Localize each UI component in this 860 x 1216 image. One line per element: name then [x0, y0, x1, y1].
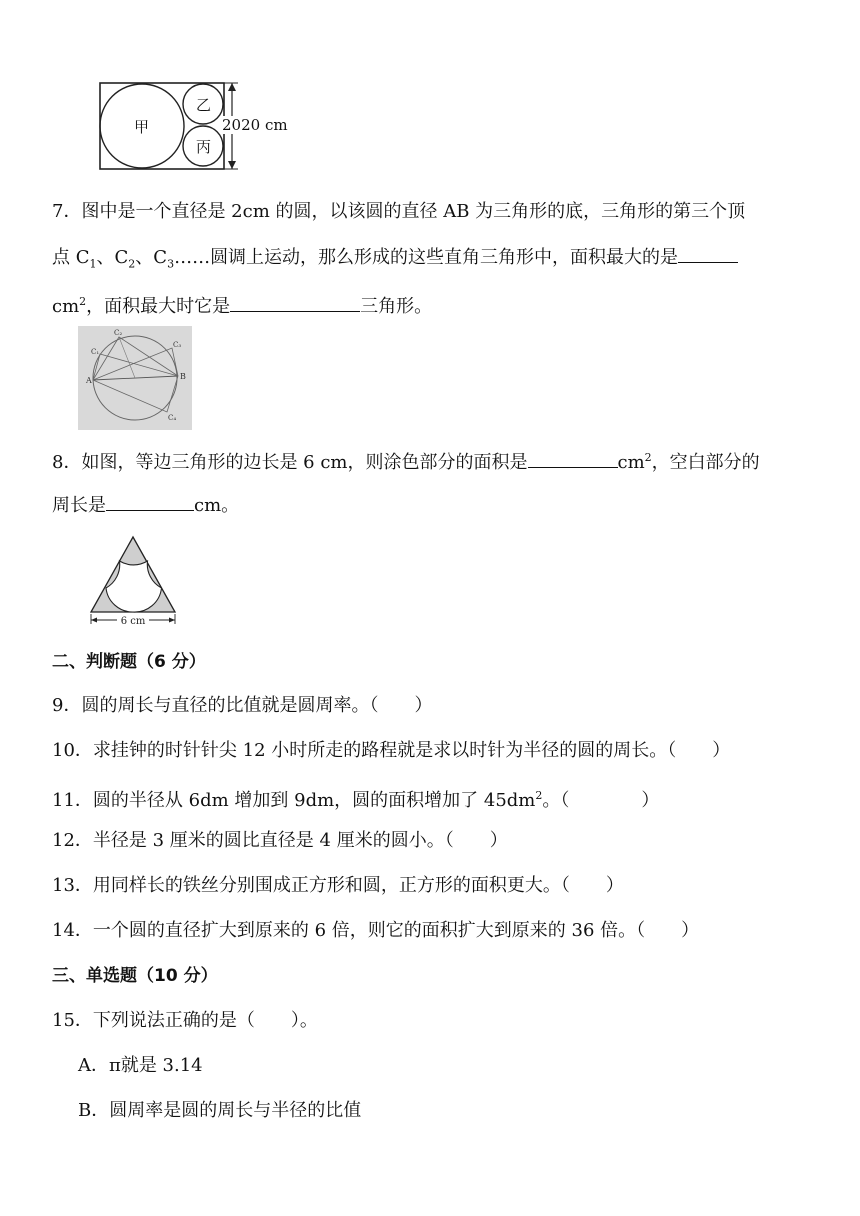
option-b[interactable]: B．圆周率是圆的周长与半径的比值: [78, 1100, 362, 1121]
dimension-label-6cm: 6 cm: [120, 616, 146, 627]
label-b: B: [180, 372, 186, 381]
question-10: 10．求挂钟的时针针尖 12 小时所走的路程就是求以时针为半径的圆的周长。（ ）: [52, 740, 731, 761]
figure-circle-triangles: [78, 326, 192, 430]
question-12: 12．半径是 3 厘米的圆比直径是 4 厘米的圆小。（ ）: [52, 830, 508, 851]
figure-label-jia: 甲: [134, 118, 150, 136]
section-title-single-choice: 三、单选题（10 分）: [52, 966, 218, 986]
question-11: 11．圆的半径从 6dm 增加到 9dm，圆的面积增加了 $45dm^2$。（ ）: [52, 789, 660, 811]
label-c4: C₄: [168, 414, 177, 422]
answer-blank-max-area[interactable]: [678, 244, 738, 263]
answer-blank-shaded-area[interactable]: [528, 449, 618, 468]
question-7-line-1: 7．图中是一个直径是 2cm 的圆，以该圆的直径 AB 为三角形的底，三角形的第三个顶: [52, 201, 746, 222]
label-a: A: [86, 376, 92, 385]
label-c2: C₂: [114, 329, 123, 337]
figure-dimension-label: 2020 cm: [222, 116, 288, 134]
question-13: 13．用同样长的铁丝分别围成正方形和圆，正方形的面积更大。（ ）: [52, 875, 624, 896]
figure-equilateral-triangle: [86, 532, 182, 632]
question-8-line-2: 周长是 cm。: [52, 492, 239, 518]
question-15: 15．下列说法正确的是（ ）。: [52, 1010, 318, 1031]
figure-label-bing: 丙: [196, 138, 212, 156]
figure-label-yi: 乙: [196, 96, 212, 114]
question-14: 14．一个圆的直径扩大到原来的 6 倍，则它的面积扩大到原来的 36 倍。（ ）: [52, 920, 700, 941]
answer-blank-triangle-type[interactable]: [230, 293, 360, 312]
answer-blank-perimeter[interactable]: [106, 492, 194, 511]
question-7-line-2: 点 $C_1$、$C_2$、$C_3\dots\dots$圆调上运动，那么形成的这些直角三角形中，面积最大的是: [52, 244, 738, 277]
option-a[interactable]: A．π就是 3.14: [78, 1055, 203, 1076]
section-title-judgement: 二、判断题（6 分）: [52, 652, 206, 672]
question-7-line-3: $cm^2$，面积最大时它是 三角形。: [52, 295, 433, 317]
label-c1: C₁: [91, 348, 100, 356]
label-c3: C₃: [173, 341, 182, 349]
question-8-line-1: 8．如图，等边三角形的边长是 6 cm，则涂色部分的面积是 $cm^2$，空白部分的: [52, 451, 760, 473]
question-9: 9．圆的周长与直径的比值就是圆周率。（ ）: [52, 695, 433, 716]
